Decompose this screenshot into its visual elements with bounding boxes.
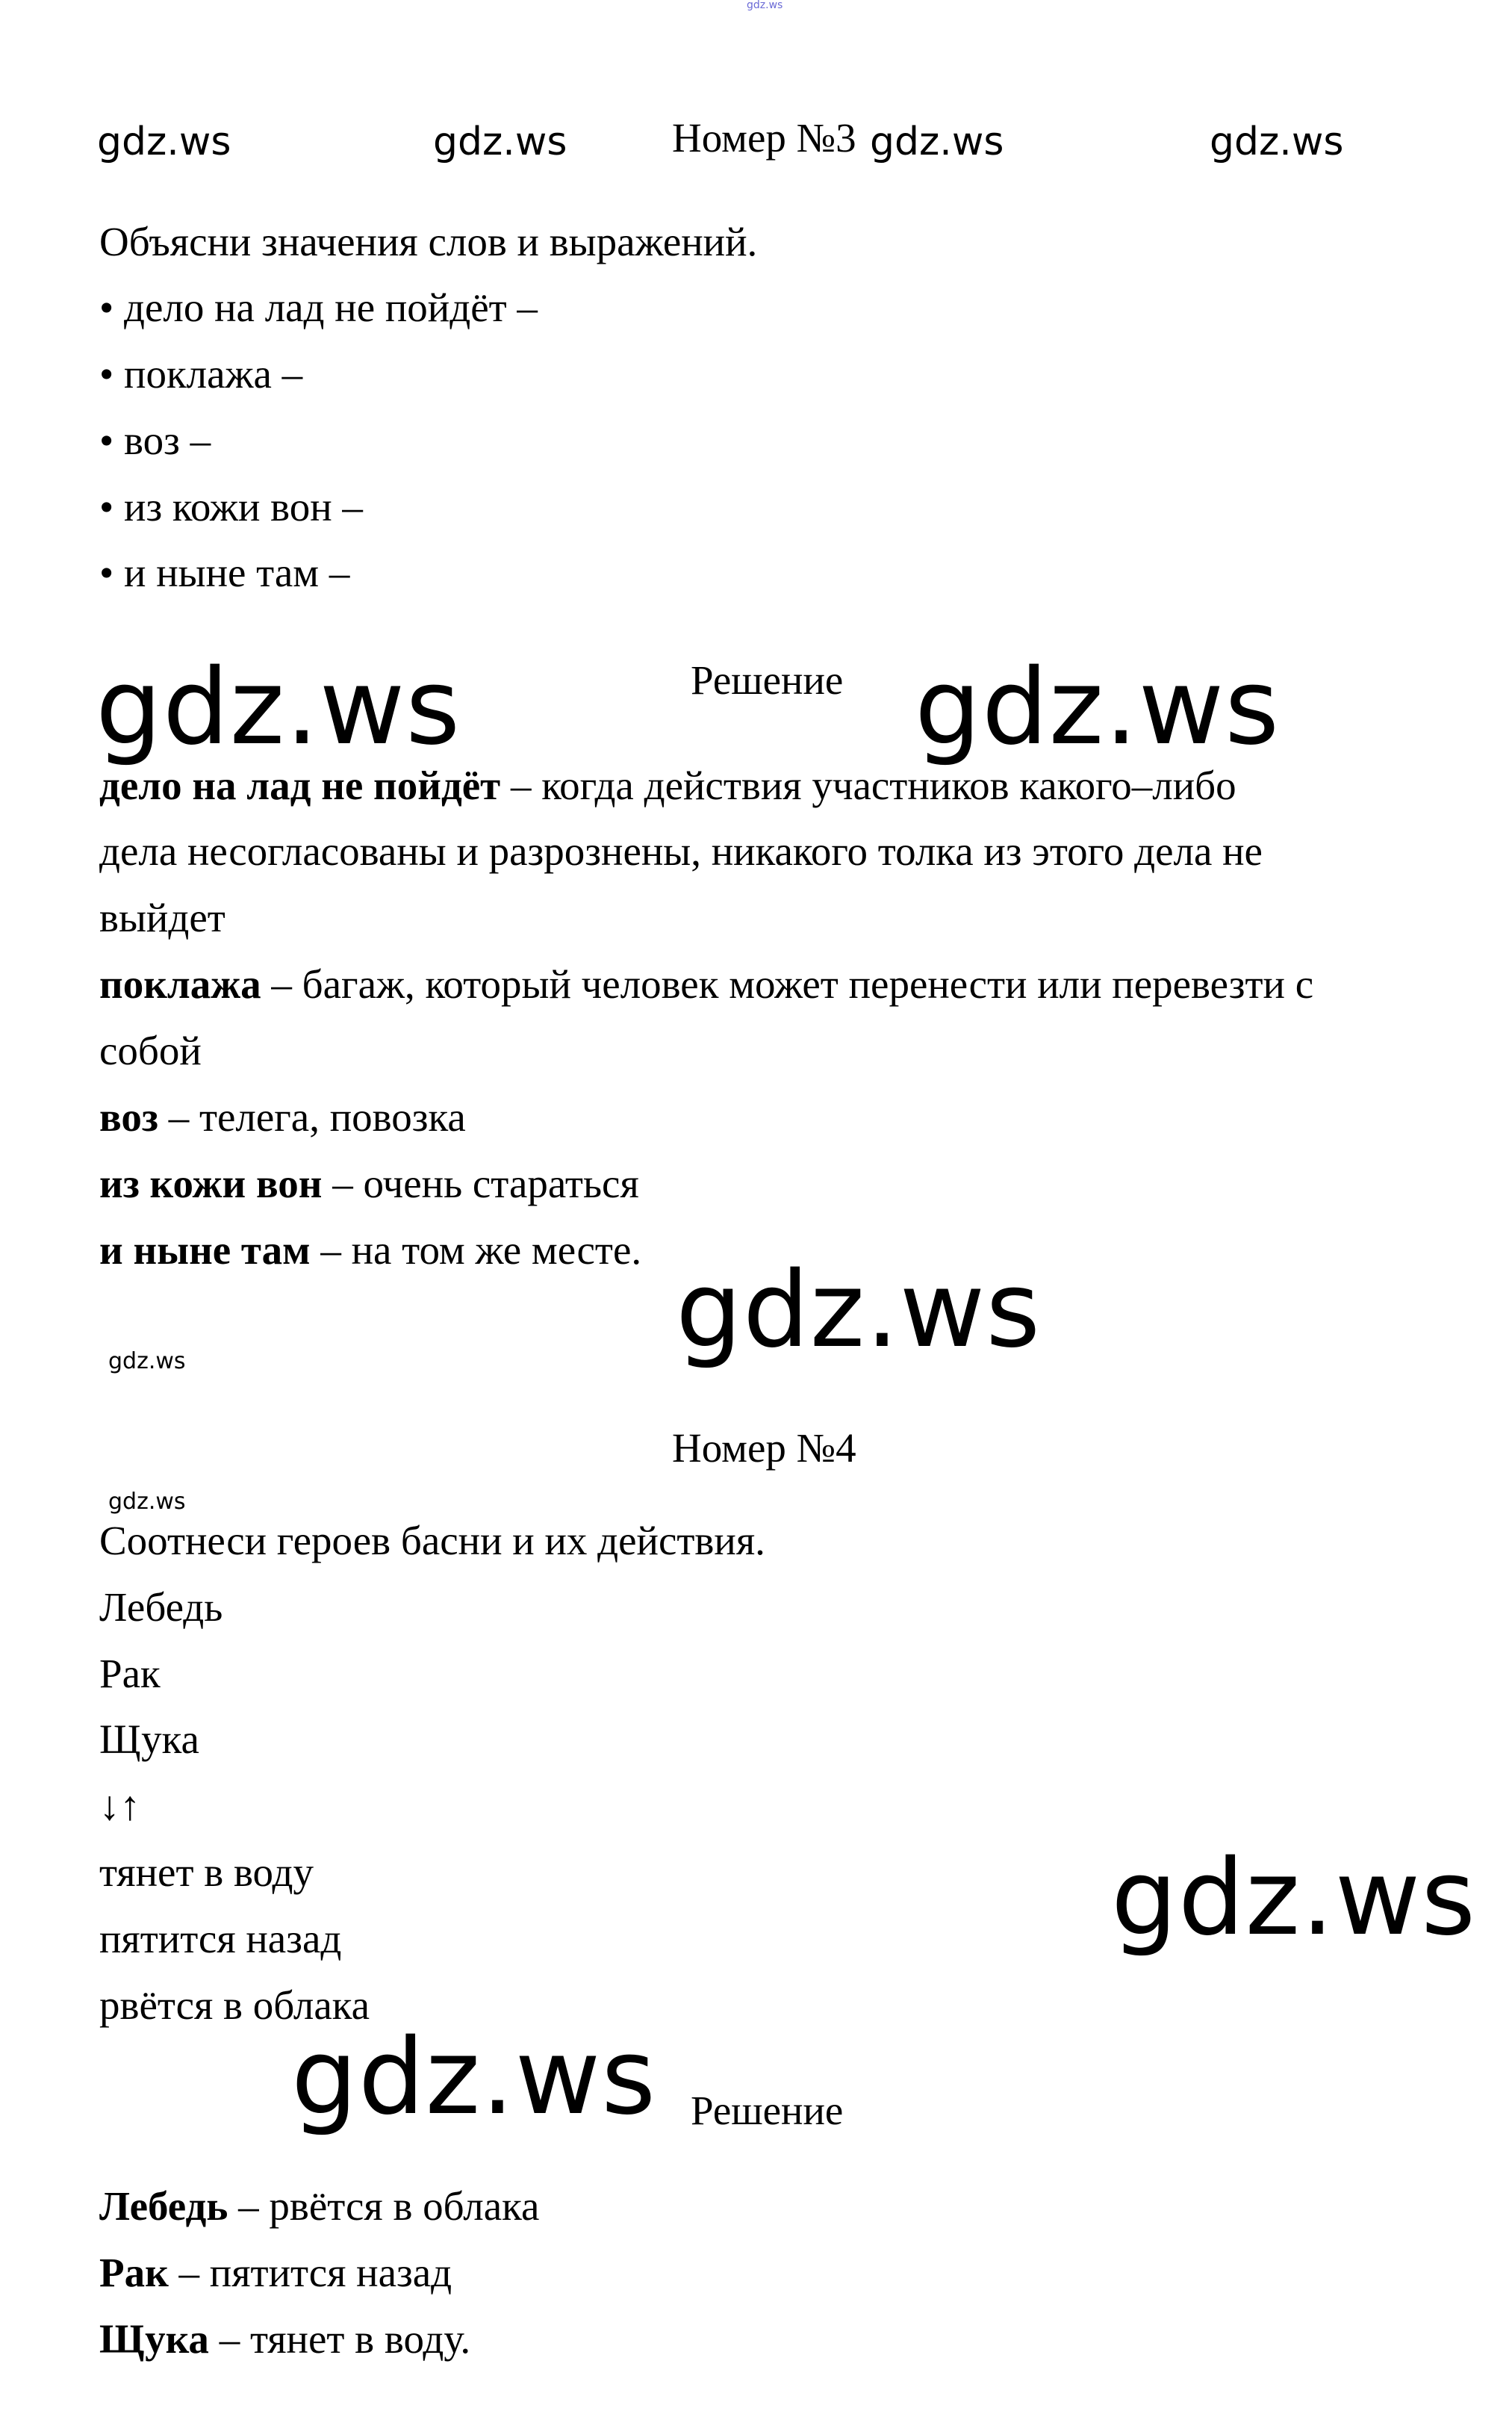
task4-answer-line	[99, 2318, 470, 2360]
task4-answer-line	[99, 2252, 452, 2293]
task3-answer-line	[99, 1096, 466, 1138]
watermark-large: gdz.ws	[676, 1250, 1042, 1371]
answer-term: из кожи вон	[99, 1161, 323, 1206]
answer-definition: – рвётся в облака	[238, 2183, 540, 2229]
task4-action: тянет в воду	[99, 1849, 314, 1895]
answer-definition: – очень стараться	[332, 1161, 639, 1206]
answer-definition: – багаж, который человек может перенести или перевезти с	[271, 961, 1314, 1007]
watermark-small: gdz.ws	[108, 1348, 186, 1374]
task3-item: • дело на лад не пойдёт –	[99, 285, 538, 330]
task4-title: Номер №4	[672, 1425, 856, 1471]
task4-answer-line	[99, 2185, 539, 2227]
watermark-large: gdz.ws	[1111, 1837, 1477, 1959]
task3-item: • поклажа –	[99, 351, 303, 397]
watermark-top: gdz.ws	[747, 0, 783, 11]
answer-definition: – пятится назад	[178, 2250, 452, 2295]
task3-answer-line: дела несогласованы и разрознены, никакого толка из этого дела не	[99, 828, 1263, 874]
task3-question: Объясни значения слов и выражений.	[99, 219, 758, 264]
answer-term: Лебедь	[99, 2183, 228, 2229]
answer-definition: – тянет в воду.	[219, 2316, 471, 2362]
task3-answer-line	[99, 961, 1314, 1007]
answer-term: воз	[99, 1094, 158, 1140]
watermark-large: gdz.ws	[915, 647, 1281, 769]
task3-solution-heading: Решение	[691, 657, 844, 703]
task3-answer-line: собой	[99, 1028, 202, 1073]
task3-answer-line: выйдет	[99, 895, 225, 940]
task3-answer-line	[99, 1163, 639, 1204]
watermark: gdz.ws	[1210, 120, 1344, 164]
task4-action: рвётся в облака	[99, 1982, 370, 2028]
task3-answer-line	[99, 1227, 642, 1273]
answer-term: дело на лад не пойдёт	[99, 763, 501, 808]
task4-action: пятится назад	[99, 1916, 342, 1961]
task3-item: • и ныне там –	[99, 550, 350, 595]
watermark-small: gdz.ws	[108, 1489, 186, 1515]
task4-question: Соотнеси героев басни и их действия.	[99, 1518, 765, 1563]
watermark-large: gdz.ws	[291, 2017, 657, 2138]
answer-definition: – когда действия участников какого–либо	[510, 763, 1236, 808]
task4-solution-heading: Решение	[691, 2088, 844, 2133]
task3-title: Номер №3	[672, 115, 856, 161]
answer-definition: – телега, повозка	[168, 1094, 466, 1140]
task4-arrows: ↓↑	[99, 1783, 140, 1828]
task3-item: • из кожи вон –	[99, 484, 363, 530]
task4-hero: Рак	[99, 1651, 161, 1696]
answer-term: поклажа	[99, 961, 261, 1007]
task3-answer-line	[99, 765, 1236, 806]
watermark: gdz.ws	[433, 120, 567, 164]
answer-term: Щука	[99, 2316, 209, 2362]
task4-hero: Лебедь	[99, 1584, 223, 1630]
answer-definition: – на том же месте.	[320, 1227, 642, 1273]
answer-term: и ныне там	[99, 1227, 311, 1273]
watermark: gdz.ws	[97, 120, 231, 164]
task4-hero: Щука	[99, 1716, 199, 1762]
task3-item: • воз –	[99, 418, 211, 463]
watermark-large: gdz.ws	[96, 647, 461, 769]
answer-term: Рак	[99, 2250, 169, 2295]
watermark: gdz.ws	[870, 120, 1004, 164]
